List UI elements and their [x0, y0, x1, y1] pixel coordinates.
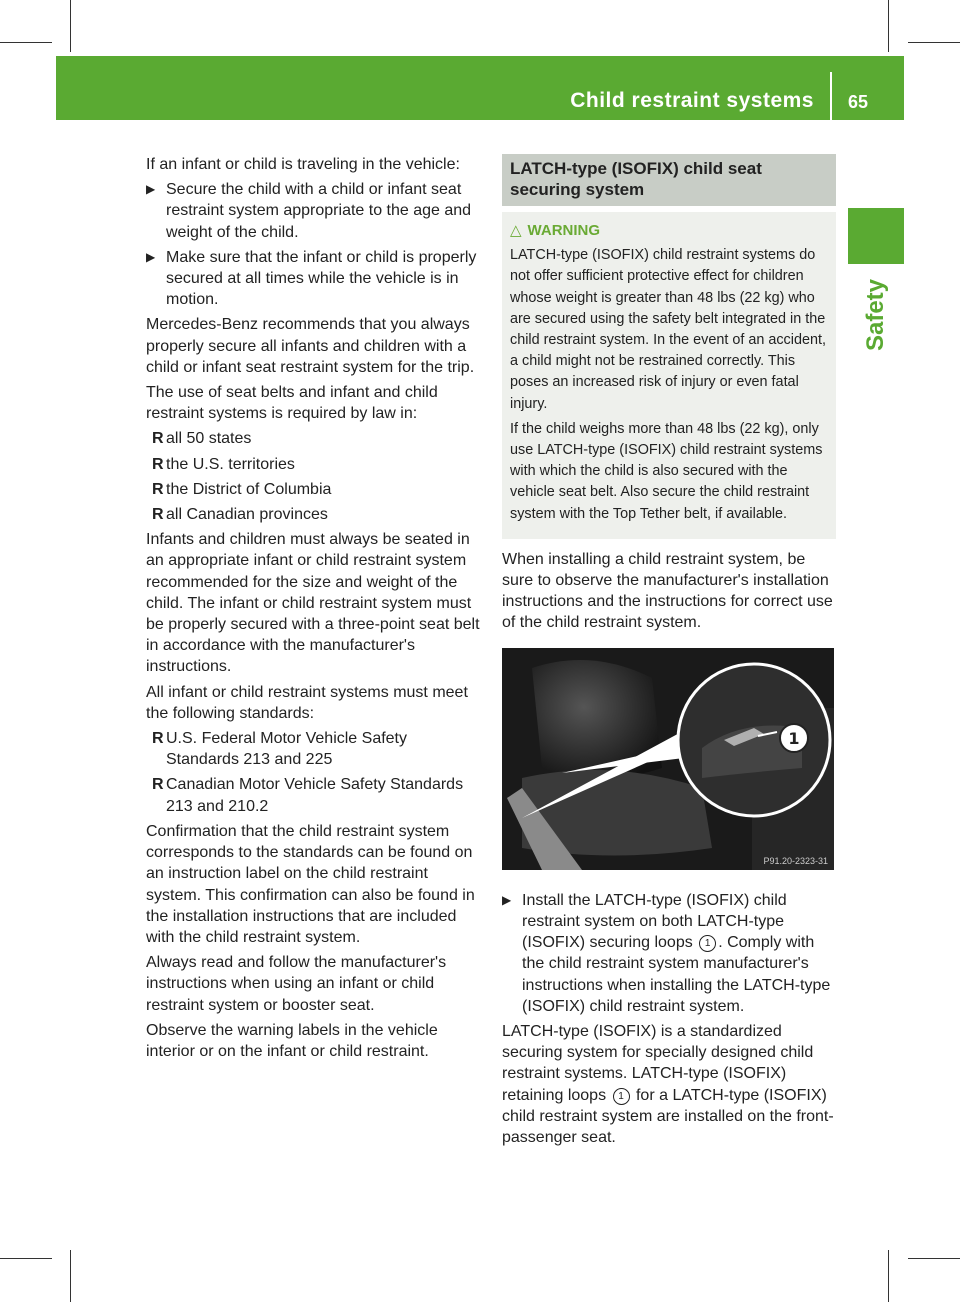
instruction-step: ▶ Make sure that the infant or child is properly secured at all times while the vehicle is in motion. [146, 248, 477, 309]
step-arrow-icon: ▶ [146, 249, 156, 264]
body-paragraph: Always read and follow the manufacturer's instructions when using an infant or child restraint system or booster seat. [146, 954, 447, 1014]
body-paragraph: All infant or child restraint systems must meet the following standards: [146, 683, 468, 722]
crop-mark [0, 42, 52, 43]
side-tab-label: Safety [862, 278, 889, 352]
side-tab-marker [848, 208, 904, 264]
callout-marker: 1 [699, 935, 716, 952]
list-item: R the U.S. territories [152, 455, 295, 473]
crop-mark [908, 42, 960, 43]
image-code: P91.20-2323-31 [763, 855, 828, 866]
crop-mark [70, 1250, 71, 1302]
warning-title: △ WARNING [510, 222, 601, 239]
crop-mark [888, 1250, 889, 1302]
list-item: R all Canadian provinces [152, 506, 328, 524]
body-paragraph: Infants and children must always be seated in an appropriate infant or child restraint system recommended for the size and weight of the child. The infant or child restraint system must be properly secured with a three-point seat belt in accordance with the manufacturer's instructions. [146, 531, 480, 676]
body-paragraph: Mercedes-Benz recommends that you always properly secure all infants and children with a child or infant seat restraint system for the trip. [146, 316, 475, 376]
crop-mark [908, 1258, 960, 1259]
intro-text: If an infant or child is traveling in the vehicle: [146, 156, 460, 173]
step-arrow-icon: ▶ [146, 182, 156, 197]
crop-mark [70, 0, 71, 52]
body-paragraph: Observe the warning labels in the vehicle interior or on the infant or child restraint. [146, 1021, 438, 1060]
step-arrow-icon: ▶ [502, 892, 512, 907]
list-item: R U.S. Federal Motor Vehicle Safety Standards 213 and 225 [152, 730, 407, 769]
crop-mark [0, 1258, 52, 1259]
section-heading: LATCH-type (ISOFIX) child seat securing system [502, 154, 836, 206]
body-paragraph: LATCH-type (ISOFIX) is a standardized securing system for specially designed child restraint systems. LATCH-type (ISOFIX) retaining loops 1 for a LATCH-type (ISOFIX) child restraint system are installed on the front-passenger seat. [502, 1023, 834, 1147]
list-item: R the District of Columbia [152, 480, 332, 498]
warning-box [502, 212, 836, 539]
warning-text: If the child weighs more than 48 lbs (22 kg), only use LATCH-type (ISOFIX) child restraint systems with which the child is also secured with the vehicle seat belt. Also secure the child restraint system with the Top Tether belt, if available. [510, 420, 823, 522]
callout-marker: 1 [613, 1088, 630, 1105]
instruction-step: ▶ Install the LATCH-type (ISOFIX) child restraint system on both LATCH-type (ISOFIX) securing loops 1 . Comply with the child restraint system manufacturer's instructions when installing the LATCH-type (ISOFIX) child restraint system. [502, 891, 831, 1015]
right-column [502, 154, 836, 1152]
list-item: R all 50 states [152, 430, 252, 448]
body-paragraph: When installing a child restraint system, be sure to observe the manufacturer's installation instructions and the instructions for correct use of the child restraint system. [502, 550, 833, 632]
header-divider [830, 72, 832, 120]
callout-number: 1 [788, 728, 800, 748]
body-paragraph: Confirmation that the child restraint system corresponds to the standards can be found on an instruction label on the child restraint system. This confirmation can also be found in the installation instructions that are included with the child restraint system. [146, 822, 475, 946]
crop-mark [888, 0, 889, 52]
list-item: R Canadian Motor Vehicle Safety Standards 213 and 210.2 [152, 776, 464, 815]
page-title: Child restraint systems [570, 89, 814, 112]
warning-triangle-icon: △ [510, 222, 522, 239]
left-column [146, 154, 482, 1066]
body-paragraph: The use of seat belts and infant and child restraint systems is required by law in: [146, 384, 438, 423]
warning-text: LATCH-type (ISOFIX) child restraint systems do not offer sufficient protective effect for children whose weight is greater than 48 lbs (22 kg) who are secured using the safety belt integrated in the child restraint system. In the event of an accident, a child might not be restrained correctly. This poses an increased risk of injury or even fatal injury. [510, 247, 826, 412]
seat-isofix-photo [502, 648, 834, 870]
page-number: 65 [848, 92, 869, 112]
instruction-step: ▶ Secure the child with a child or infant seat restraint system appropriate to the age and weight of the child. [146, 181, 472, 241]
